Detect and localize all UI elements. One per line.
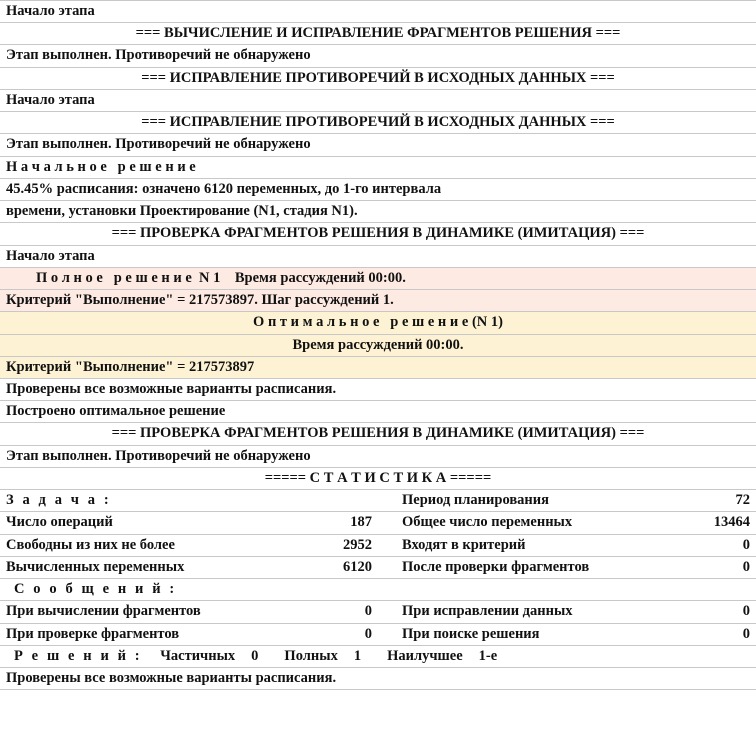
log-line-optimal-solution-header: О п т и м а л ь н о е р е ш е н и е (N 1) bbox=[0, 312, 756, 334]
log-line-full-solution: П о л н о е р е ш е н и е N 1 Время рассуждений 00:00. bbox=[0, 268, 756, 290]
log-line-stage-done-1: Этап выполнен. Противоречий не обнаружено bbox=[0, 45, 756, 67]
computed-variables-value: 6120 bbox=[343, 558, 372, 575]
solutions-lead-label: Р е ш е н и й : bbox=[14, 647, 143, 664]
messages-data-fix-value: 0 bbox=[742, 603, 750, 620]
statistics-task-header bbox=[0, 490, 378, 511]
log-line-stage-done-3: Этап выполнен. Противоречий не обнаружено bbox=[0, 446, 756, 468]
log-line-initial-solution-header: Н а ч а л ь н о е р е ш е н и е bbox=[0, 157, 756, 179]
messages-data-fix-cell bbox=[378, 601, 756, 622]
operations-cell bbox=[0, 512, 378, 533]
free-variables-label: Свободны из них не более bbox=[6, 536, 175, 553]
operations-label: Число операций bbox=[6, 514, 113, 531]
messages-search-label: При поиске решения bbox=[402, 625, 540, 642]
statistics-row-computed bbox=[0, 557, 756, 579]
statistics-task-header-row bbox=[0, 490, 756, 512]
statistics-task-header-label: З а д а ч а : bbox=[6, 492, 112, 509]
log-line-schedule-install: времени, установки Проектирование (N1, стадия N1). bbox=[0, 201, 756, 223]
solutions-partial-value: 0 bbox=[251, 647, 259, 664]
operations-value: 187 bbox=[350, 514, 372, 531]
computed-variables-label: Вычисленных переменных bbox=[6, 558, 185, 575]
after-fragments-check-cell bbox=[378, 557, 756, 578]
messages-data-fix-label: При исправлении данных bbox=[402, 603, 573, 620]
computed-variables-cell bbox=[0, 557, 378, 578]
messages-check-value: 0 bbox=[364, 625, 372, 642]
log-line-statistics-header: ===== С Т А Т И С Т И К А ===== bbox=[0, 468, 756, 490]
in-criterion-label: Входят в критерий bbox=[402, 536, 526, 553]
log-line-optimal-time: Время рассуждений 00:00. bbox=[0, 335, 756, 357]
log-line-stage-title-fix-data-1: === ИСПРАВЛЕНИЕ ПРОТИВОРЕЧИЙ В ИСХОДНЫХ ДАННЫХ === bbox=[0, 68, 756, 90]
log-line-stage-title-check-dynamics-1: === ПРОВЕРКА ФРАГМЕНТОВ РЕШЕНИЯ В ДИНАМИКЕ (ИМИТАЦИЯ) === bbox=[0, 223, 756, 245]
messages-search-value: 0 bbox=[742, 625, 750, 642]
statistics-row-messages-check bbox=[0, 624, 756, 646]
statistics-row-operations bbox=[0, 512, 756, 534]
log-line-stage-done-2: Этап выполнен. Противоречий не обнаружено bbox=[0, 134, 756, 156]
statistics-row-messages-compute bbox=[0, 601, 756, 623]
log-line-stage-title-fix-data-2: === ИСПРАВЛЕНИЕ ПРОТИВОРЕЧИЙ В ИСХОДНЫХ ДАННЫХ === bbox=[0, 112, 756, 134]
log-line-all-variants-checked-2: Проверены все возможные варианты расписания. bbox=[0, 668, 756, 690]
total-variables-label: Общее число переменных bbox=[402, 514, 573, 531]
statistics-solutions-row bbox=[0, 646, 756, 668]
log-line-optimal-built: Построено оптимальное решение bbox=[0, 401, 756, 423]
messages-check-cell bbox=[0, 624, 378, 645]
planning-period-label: Период планирования bbox=[402, 492, 549, 509]
messages-compute-value: 0 bbox=[364, 603, 372, 620]
log-line-stage-start-3: Начало этапа bbox=[0, 246, 756, 268]
messages-search-cell bbox=[378, 624, 756, 645]
log-line-stage-title-compute-fix: === ВЫЧИСЛЕНИЕ И ИСПРАВЛЕНИЕ ФРАГМЕНТОВ РЕШЕНИЯ === bbox=[0, 23, 756, 45]
messages-compute-label: При вычислении фрагментов bbox=[6, 603, 201, 620]
free-variables-cell bbox=[0, 535, 378, 556]
log-line-criterion-1: Критерий "Выполнение" = 217573897. Шаг рассуждений 1. bbox=[0, 290, 756, 312]
log-line-criterion-2: Критерий "Выполнение" = 217573897 bbox=[0, 357, 756, 379]
free-variables-value: 2952 bbox=[343, 536, 372, 553]
planning-period-value: 72 bbox=[735, 492, 750, 509]
statistics-messages-header: С о о б щ е н и й : bbox=[0, 579, 756, 601]
in-criterion-cell bbox=[378, 535, 756, 556]
total-variables-value: 13464 bbox=[713, 514, 750, 531]
solutions-full-label: Полных bbox=[284, 647, 338, 664]
in-criterion-value: 0 bbox=[742, 536, 750, 553]
total-variables-cell bbox=[378, 512, 756, 533]
log-line-stage-start-2: Начало этапа bbox=[0, 90, 756, 112]
log-line-stage-title-check-dynamics-2: === ПРОВЕРКА ФРАГМЕНТОВ РЕШЕНИЯ В ДИНАМИКЕ (ИМИТАЦИЯ) === bbox=[0, 423, 756, 445]
solutions-best-value: 1-е bbox=[478, 647, 498, 664]
log-line-stage-start-1: Начало этапа bbox=[0, 1, 756, 23]
messages-check-label: При проверке фрагментов bbox=[6, 625, 180, 642]
after-fragments-check-value: 0 bbox=[742, 558, 750, 575]
statistics-planning-period-cell bbox=[378, 490, 756, 511]
log-line-all-variants-checked-1: Проверены все возможные варианты расписания. bbox=[0, 379, 756, 401]
messages-compute-cell bbox=[0, 601, 378, 622]
solutions-partial-label: Частичных bbox=[160, 647, 236, 664]
solutions-full-value: 1 bbox=[353, 647, 362, 664]
solutions-best-label: Наилучшее bbox=[387, 647, 463, 664]
after-fragments-check-label: После проверки фрагментов bbox=[402, 558, 590, 575]
log-line-schedule-percent: 45.45% расписания: означено 6120 переменных, до 1-го интервала bbox=[0, 179, 756, 201]
statistics-row-free bbox=[0, 535, 756, 557]
